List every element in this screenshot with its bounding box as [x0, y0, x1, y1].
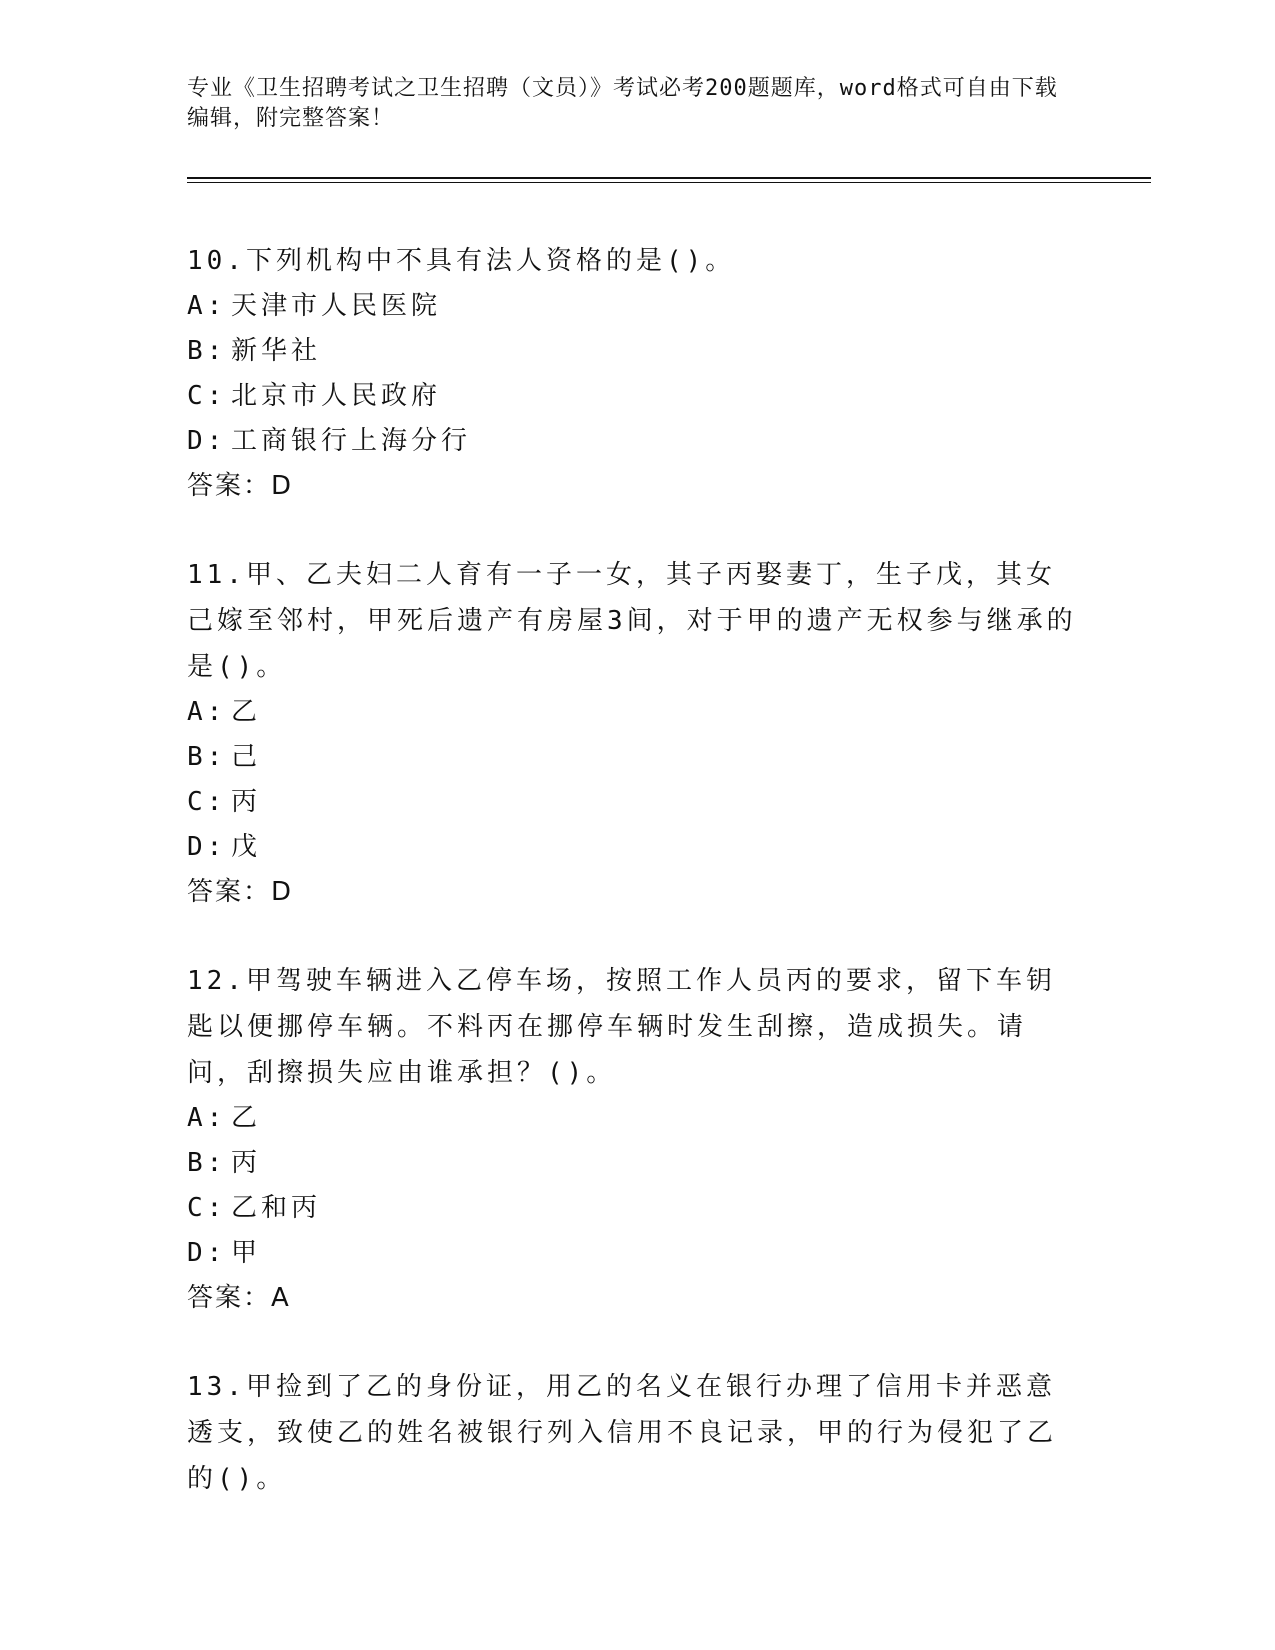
option-d: [187, 419, 1077, 464]
question-text: 10.下列机构中不具有法人资格的是()。: [187, 246, 736, 276]
header-rule-thick: [187, 177, 1151, 179]
question-12: [187, 958, 1077, 1320]
option-d: [187, 825, 1077, 870]
question-text: 11.甲、乙夫妇二人育有一子一女，其子丙娶妻丁，生子戊，其女己嫁至邻村，甲死后遗产有房屋3间，对于甲的遗产无权参与继承的是()。: [187, 560, 1077, 682]
option-key: B:: [187, 336, 227, 366]
option-text: 北京市人民政府: [231, 381, 442, 411]
option-list: [187, 690, 1077, 870]
question-list: [187, 238, 1077, 1546]
option-text: 乙: [231, 1103, 262, 1133]
option-text: 丙: [231, 1148, 262, 1178]
option-text: 己: [231, 742, 262, 772]
option-b: [187, 1141, 1077, 1186]
option-key: D:: [187, 1238, 227, 1268]
document-header: 专业《卫生招聘考试之卫生招聘（文员）》考试必考200题题库，word格式可自由下载编辑，附完整答案！: [187, 76, 1058, 131]
option-a: [187, 284, 1077, 329]
question-11: [187, 552, 1077, 914]
option-key: D:: [187, 832, 227, 862]
question-13: [187, 1364, 1077, 1502]
option-key: C:: [187, 787, 227, 817]
option-key: B:: [187, 1148, 227, 1178]
option-b: [187, 329, 1077, 374]
option-key: D:: [187, 426, 227, 456]
option-text: 新华社: [231, 336, 322, 366]
option-key: A:: [187, 291, 227, 321]
option-key: A:: [187, 697, 227, 727]
answer-line: 答案：D: [187, 877, 294, 907]
answer-line: 答案：D: [187, 471, 294, 501]
header-rule-thin: [187, 182, 1151, 183]
question-text: 13.甲捡到了乙的身份证，用乙的名义在银行办理了信用卡并恶意透支，致使乙的姓名被银行列入信用不良记录，甲的行为侵犯了乙的()。: [187, 1372, 1058, 1494]
answer-line: 答案：A: [187, 1283, 291, 1313]
option-c: [187, 374, 1077, 419]
option-text: 丙: [231, 787, 262, 817]
option-key: A:: [187, 1103, 227, 1133]
option-key: C:: [187, 381, 227, 411]
option-key: B:: [187, 742, 227, 772]
option-c: [187, 780, 1077, 825]
option-key: C:: [187, 1193, 227, 1223]
option-text: 乙和丙: [231, 1193, 322, 1223]
option-text: 戊: [231, 832, 262, 862]
option-text: 甲: [231, 1238, 262, 1268]
question-10: [187, 238, 1077, 508]
option-a: [187, 1096, 1077, 1141]
option-list: [187, 1096, 1077, 1276]
option-b: [187, 735, 1077, 780]
option-c: [187, 1186, 1077, 1231]
option-list: [187, 284, 1077, 464]
option-d: [187, 1231, 1077, 1276]
question-text: 12.甲驾驶车辆进入乙停车场，按照工作人员丙的要求，留下车钥匙以便挪停车辆。不料丙在挪停车辆时发生刮擦，造成损失。请问，刮擦损失应由谁承担？()。: [187, 966, 1056, 1088]
option-text: 乙: [231, 697, 262, 727]
option-a: [187, 690, 1077, 735]
option-text: 天津市人民医院: [231, 291, 442, 321]
option-text: 工商银行上海分行: [231, 426, 472, 456]
